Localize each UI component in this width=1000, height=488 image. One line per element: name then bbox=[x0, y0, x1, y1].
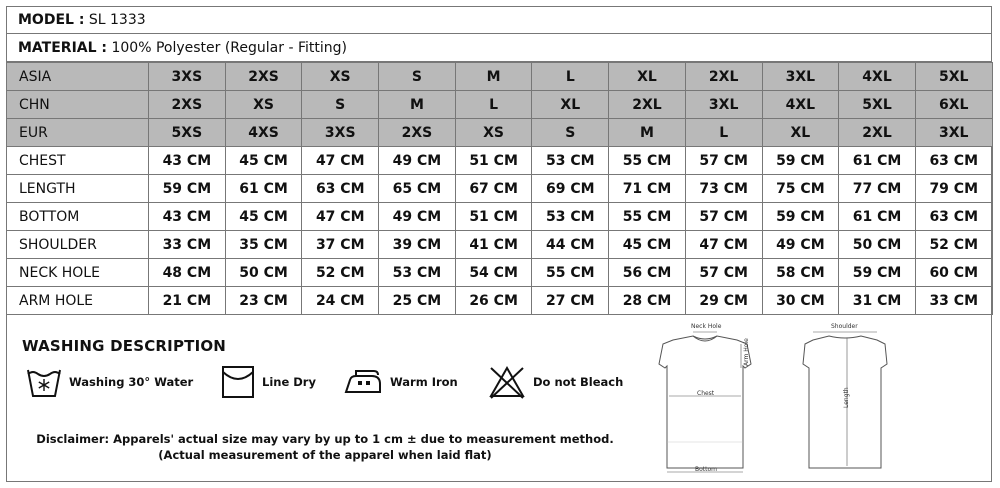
table-cell: 2XL bbox=[685, 63, 762, 91]
table-cell: XL bbox=[532, 91, 609, 119]
table-cell: 4XL bbox=[839, 63, 916, 91]
table-cell: 59 CM bbox=[839, 259, 916, 287]
row-label: EUR bbox=[7, 119, 149, 147]
table-cell: 48 CM bbox=[149, 259, 226, 287]
table-cell: 53 CM bbox=[379, 259, 456, 287]
front-garment-diagram bbox=[655, 322, 765, 477]
table-cell: 5XL bbox=[915, 63, 992, 91]
row-label: SHOULDER bbox=[7, 231, 149, 259]
table-cell: 52 CM bbox=[302, 259, 379, 287]
model-value: SL 1333 bbox=[88, 12, 146, 28]
table-cell: 33 CM bbox=[149, 231, 226, 259]
table-cell: 54 CM bbox=[455, 259, 532, 287]
table-cell: 2XL bbox=[609, 91, 686, 119]
table-cell: 60 CM bbox=[915, 259, 992, 287]
care-item-iron bbox=[342, 360, 458, 404]
table-cell: 50 CM bbox=[839, 231, 916, 259]
table-cell: 51 CM bbox=[455, 147, 532, 175]
line-dry-icon bbox=[220, 364, 256, 400]
table-cell: 47 CM bbox=[302, 203, 379, 231]
table-row bbox=[7, 287, 993, 315]
table-cell: 45 CM bbox=[609, 231, 686, 259]
table-cell: 65 CM bbox=[379, 175, 456, 203]
table-cell: 69 CM bbox=[532, 175, 609, 203]
material-row bbox=[6, 34, 992, 62]
table-cell: 25 CM bbox=[379, 287, 456, 315]
model-row bbox=[6, 6, 992, 34]
disclaimer-line-2: (Actual measurement of the apparel when laid flat) bbox=[158, 448, 492, 462]
table-row bbox=[7, 259, 993, 287]
table-row bbox=[7, 147, 993, 175]
length-label: Length bbox=[843, 387, 850, 408]
care-label-bleach: Do not Bleach bbox=[533, 375, 624, 389]
table-cell: 61 CM bbox=[839, 147, 916, 175]
disclaimer-line-1: Disclaimer: Apparels' actual size may vary by up to 1 cm ± due to measurement method. bbox=[36, 432, 614, 446]
table-cell: 59 CM bbox=[149, 175, 226, 203]
table-cell: 2XL bbox=[839, 119, 916, 147]
table-cell: 43 CM bbox=[149, 147, 226, 175]
table-cell: 53 CM bbox=[532, 147, 609, 175]
care-item-line-dry bbox=[220, 360, 316, 404]
table-cell: 50 CM bbox=[225, 259, 302, 287]
row-label: ARM HOLE bbox=[7, 287, 149, 315]
table-cell: XS bbox=[455, 119, 532, 147]
table-cell: 71 CM bbox=[609, 175, 686, 203]
table-cell: 23 CM bbox=[225, 287, 302, 315]
table-row bbox=[7, 231, 993, 259]
table-cell: 45 CM bbox=[225, 147, 302, 175]
neck-hole-label: Neck Hole bbox=[691, 323, 722, 330]
bottom-label: Bottom bbox=[695, 466, 718, 473]
table-cell: 59 CM bbox=[762, 147, 839, 175]
table-cell: XS bbox=[302, 63, 379, 91]
care-item-bleach bbox=[487, 360, 623, 404]
table-cell: 3XL bbox=[762, 63, 839, 91]
row-label: BOTTOM bbox=[7, 203, 149, 231]
table-cell: 56 CM bbox=[609, 259, 686, 287]
table-cell: 63 CM bbox=[302, 175, 379, 203]
row-label: NECK HOLE bbox=[7, 259, 149, 287]
table-cell: 52 CM bbox=[915, 231, 992, 259]
table-cell: XS bbox=[225, 91, 302, 119]
back-garment-diagram bbox=[795, 322, 895, 477]
table-cell: 43 CM bbox=[149, 203, 226, 231]
table-cell: 61 CM bbox=[839, 203, 916, 231]
table-cell: 58 CM bbox=[762, 259, 839, 287]
table-cell: 30 CM bbox=[762, 287, 839, 315]
table-cell: S bbox=[302, 91, 379, 119]
table-cell: 27 CM bbox=[532, 287, 609, 315]
table-cell: 3XL bbox=[685, 91, 762, 119]
table-cell: 63 CM bbox=[915, 203, 992, 231]
row-label: CHEST bbox=[7, 147, 149, 175]
table-row bbox=[7, 63, 993, 91]
washing-title: WASHING DESCRIPTION bbox=[22, 337, 227, 355]
table-cell: 49 CM bbox=[379, 147, 456, 175]
shoulder-label: Shoulder bbox=[831, 323, 858, 330]
size-table bbox=[6, 62, 993, 315]
table-cell: 45 CM bbox=[225, 203, 302, 231]
table-cell: 47 CM bbox=[302, 147, 379, 175]
table-cell: 5XL bbox=[839, 91, 916, 119]
table-cell: 5XS bbox=[149, 119, 226, 147]
table-row bbox=[7, 119, 993, 147]
table-row bbox=[7, 203, 993, 231]
table-cell: 29 CM bbox=[685, 287, 762, 315]
table-cell: 3XS bbox=[149, 63, 226, 91]
table-cell: 67 CM bbox=[455, 175, 532, 203]
table-cell: L bbox=[532, 63, 609, 91]
table-cell: 31 CM bbox=[839, 287, 916, 315]
table-cell: 63 CM bbox=[915, 147, 992, 175]
table-cell: 57 CM bbox=[685, 147, 762, 175]
table-cell: 57 CM bbox=[685, 259, 762, 287]
table-cell: 79 CM bbox=[915, 175, 992, 203]
chest-label: Chest bbox=[697, 390, 715, 397]
table-cell: 55 CM bbox=[532, 259, 609, 287]
table-cell: L bbox=[685, 119, 762, 147]
care-label-iron: Warm Iron bbox=[390, 375, 458, 389]
table-cell: 57 CM bbox=[685, 203, 762, 231]
table-cell: 41 CM bbox=[455, 231, 532, 259]
do-not-bleach-icon bbox=[487, 363, 527, 401]
table-cell: 4XL bbox=[762, 91, 839, 119]
table-cell: 2XS bbox=[225, 63, 302, 91]
table-cell: 3XL bbox=[915, 119, 992, 147]
table-cell: S bbox=[379, 63, 456, 91]
table-cell: 2XS bbox=[149, 91, 226, 119]
row-label: LENGTH bbox=[7, 175, 149, 203]
table-cell: 55 CM bbox=[609, 203, 686, 231]
table-cell: M bbox=[455, 63, 532, 91]
table-cell: 4XS bbox=[225, 119, 302, 147]
table-cell: S bbox=[532, 119, 609, 147]
table-cell: 44 CM bbox=[532, 231, 609, 259]
material-value: 100% Polyester (Regular - Fitting) bbox=[111, 40, 347, 56]
model-label: MODEL : bbox=[18, 12, 85, 28]
table-cell: L bbox=[455, 91, 532, 119]
table-cell: 47 CM bbox=[685, 231, 762, 259]
table-cell: 21 CM bbox=[149, 287, 226, 315]
care-label-wash: Washing 30° Water bbox=[69, 375, 194, 389]
table-cell: M bbox=[379, 91, 456, 119]
table-cell: XL bbox=[762, 119, 839, 147]
arm-hole-label: Arm Hole bbox=[743, 338, 750, 366]
table-cell: 24 CM bbox=[302, 287, 379, 315]
table-cell: 28 CM bbox=[609, 287, 686, 315]
table-cell: 3XS bbox=[302, 119, 379, 147]
table-cell: 73 CM bbox=[685, 175, 762, 203]
table-cell: 75 CM bbox=[762, 175, 839, 203]
row-label: CHN bbox=[7, 91, 149, 119]
table-cell: 53 CM bbox=[532, 203, 609, 231]
wash-30-icon bbox=[25, 364, 63, 400]
table-cell: M bbox=[609, 119, 686, 147]
table-row bbox=[7, 91, 993, 119]
table-cell: 49 CM bbox=[379, 203, 456, 231]
care-item-wash bbox=[25, 360, 193, 404]
table-cell: 49 CM bbox=[762, 231, 839, 259]
table-cell: 35 CM bbox=[225, 231, 302, 259]
table-cell: 33 CM bbox=[915, 287, 992, 315]
table-row bbox=[7, 175, 993, 203]
row-label: ASIA bbox=[7, 63, 149, 91]
table-cell: 61 CM bbox=[225, 175, 302, 203]
table-cell: 59 CM bbox=[762, 203, 839, 231]
table-cell: 77 CM bbox=[839, 175, 916, 203]
warm-iron-icon bbox=[342, 364, 384, 400]
table-cell: 2XS bbox=[379, 119, 456, 147]
table-cell: 6XL bbox=[915, 91, 992, 119]
table-cell: 37 CM bbox=[302, 231, 379, 259]
table-cell: 26 CM bbox=[455, 287, 532, 315]
care-label-line-dry: Line Dry bbox=[262, 375, 316, 389]
table-cell: 51 CM bbox=[455, 203, 532, 231]
table-cell: 39 CM bbox=[379, 231, 456, 259]
table-cell: 55 CM bbox=[609, 147, 686, 175]
table-cell: XL bbox=[609, 63, 686, 91]
material-label: MATERIAL : bbox=[18, 40, 108, 56]
